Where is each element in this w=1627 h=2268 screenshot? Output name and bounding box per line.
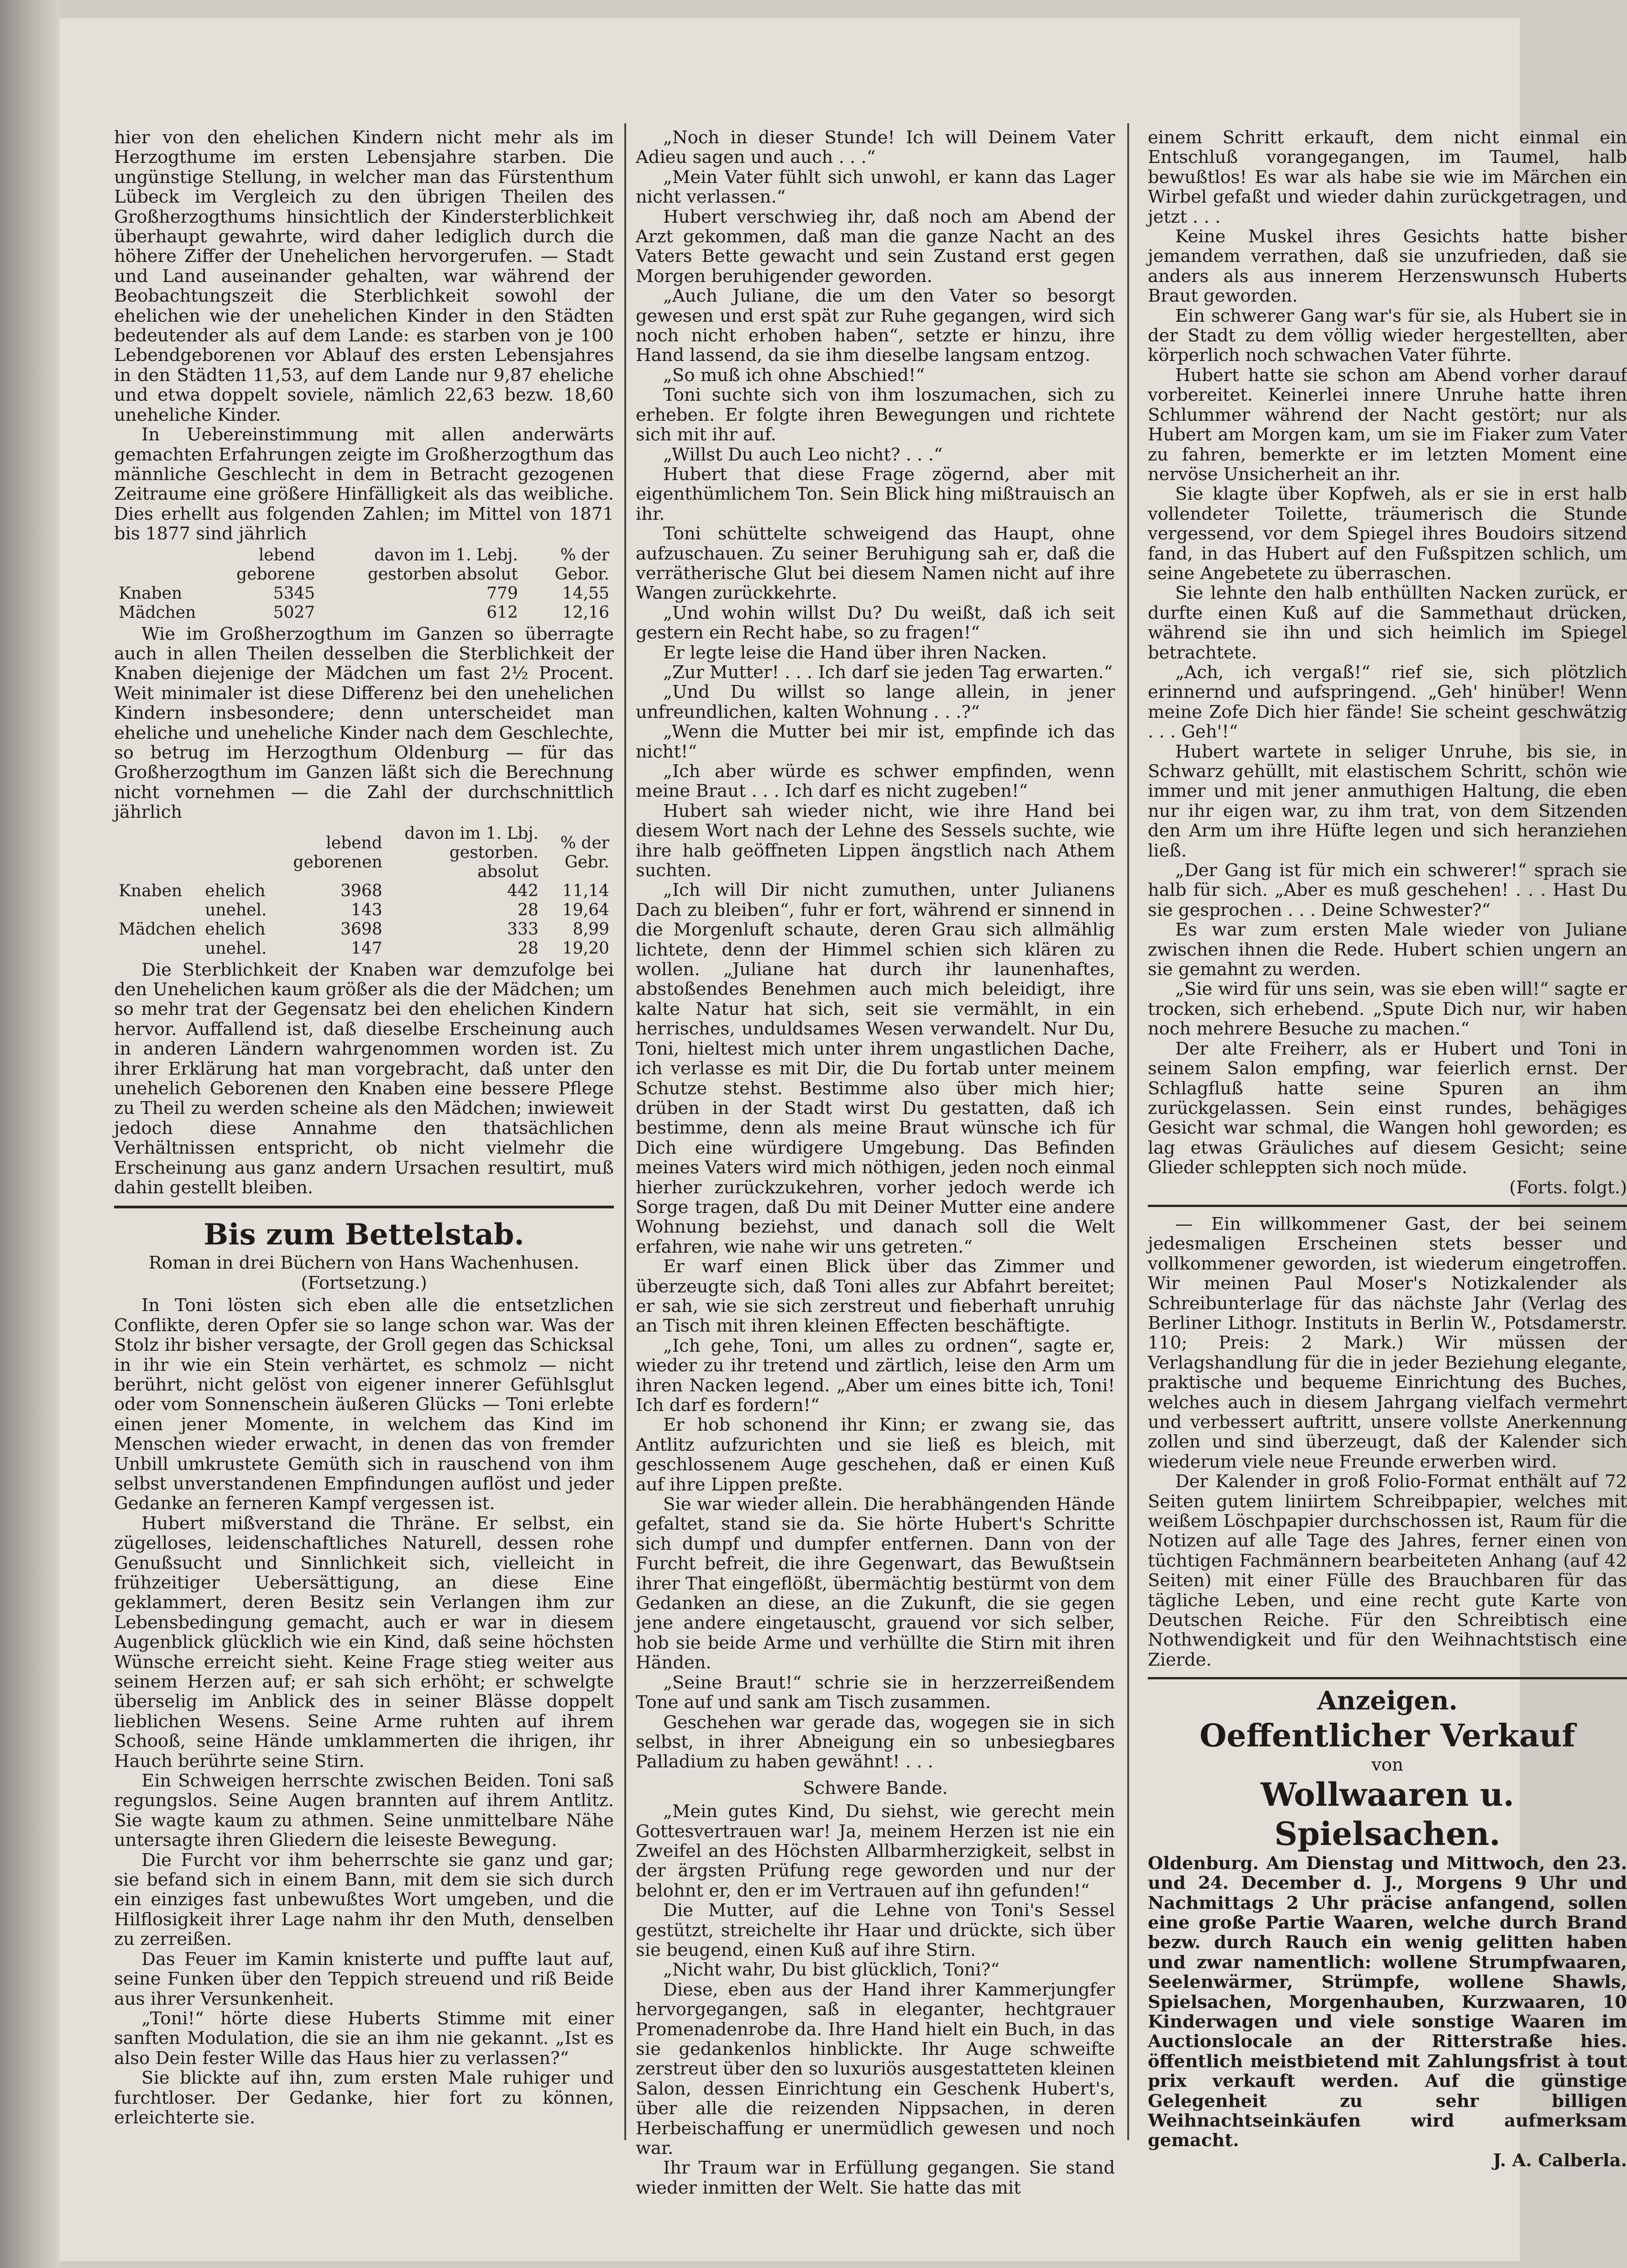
novel-paragraph: Es war zum ersten Male wieder von Juliane zwischen ihnen die Rede. Hubert schien ungern an sie gemahnt zu werden.	[1148, 920, 1627, 980]
novel-paragraph: Er legte leise die Hand über ihren Nacken.	[663, 642, 1047, 663]
statistics-paragraph: In Uebereinstimmung mit allen anderwärts gemachten Erfahrungen zeigte im Großherzogthum das männliche Geschlecht in dem in Betracht gezogenen Zeitraume eine größere Hinfälligkeit als das weibliche. Dies erhellt aus folgenden Zahlen; im Mittel von 1871 bis 1877 sind jährlich	[114, 424, 614, 544]
novel-paragraph: In Toni lösten sich eben alle die entsetzlichen Conflikte, deren Opfer sie so lange schon war. Was der Stolz ihr bisher versagte, der Groll gegen das Schicksal in ihr wie ein Stein verhärtet, es schmolz — nicht berührt, nicht gelöst von eigener innerer Gefühlsglut oder vom Sonnenschein äußeren Glücks — Toni erlebte einen jener Momente, in welchem das Kind im Menschen wieder erwacht, in denen das von fremder Unbill umkrustete Gemüth sich in rauschend von ihm selbst unverstandenen Empfindungen auflöst und jeder Gedanke an ferneren Kampf vergessen ist.	[114, 1295, 614, 1514]
auction-von: von	[1371, 1755, 1403, 1776]
table-cell: 612	[487, 603, 518, 622]
table-cell: 3698	[340, 920, 382, 939]
novel-paragraph: Er warf einen Blick über das Zimmer und überzeugte sich, daß Toni alles zur Abfahrt bereitet; er sah, wie sie sich zerstreut und fieberhaft unruhig an Tisch mit ihren kleinen Effecten beschäftigte.	[636, 1256, 1115, 1337]
table-cell: 333	[507, 920, 539, 939]
novel-paragraph: Hubert that diese Frage zögernd, aber mit eigenthümlichem Ton. Sein Blick hing mißtrauisch an ihr.	[636, 464, 1115, 524]
table-cell: 5345	[273, 584, 315, 603]
novel-paragraph: „Wenn die Mutter bei mir ist, empfinde ich das nicht!“	[636, 721, 1115, 762]
table-cell: 14,55	[562, 584, 609, 603]
table-cell: 3968	[340, 881, 382, 900]
section-rule	[1148, 1677, 1627, 1679]
novel-paragraph: Die Furcht vor ihm beherrschte sie ganz und gar; sie befand sich in einem Bann, mit dem sie sich durch ein einziges fast unbewußtes Wort umgeben, und die Hilflosigkeit ihrer Lage nahm ihr den Muth, denselben zu zerreißen.	[114, 1850, 614, 1950]
novel-paragraph: Sie lehnte den halb enthüllten Nacken zurück, er durfte einen Kuß auf die Sammethaut drücken, während sie ihn und sich heimlich im Spiegel betrachtete.	[1148, 583, 1627, 663]
column-1	[114, 128, 614, 2127]
novel-paragraph: Der alte Freiherr, als er Hubert und Toni in seinem Salon empfing, war feierlich ernst. Der Schlagfluß hatte seine Spuren an ihm zurückgelassen. Sein einst rundes, behägiges Gesicht war schmal, die Wangen hohl geworden; es lag etwas Gräuliches auf diesem Gesicht; seine Glieder schleppten sich noch müde.	[1148, 1038, 1627, 1178]
novel-paragraph: „Sie wird für uns sein, was sie eben will!“ sagte er trocken, sich erhebend. „Spute Dich nur, wir haben noch mehrere Besuche zu machen.“	[1148, 979, 1627, 1040]
table-header: lebend geborenen	[293, 833, 382, 872]
auction-headline: Oeffentlicher Verkauf	[1199, 1718, 1575, 1755]
novel-paragraph: Sie klagte über Kopfweh, als er sie in erst halb vollendeter Toilette, träumerisch die Stunde vergessend, vor dem Spiegel ihres Boudoirs sitzend fand, in das Hubert auf den Fußspitzen schlich, um seine Angebetete zu überraschen.	[1148, 484, 1627, 584]
table-row	[114, 901, 614, 920]
mortality-table-2	[114, 824, 614, 958]
continuation-note: (Forts. folgt.)	[1509, 1177, 1627, 1198]
table-cell: 143	[351, 900, 382, 920]
novel-paragraph: Sie war wieder allein. Die herabhängenden Hände gefaltet, stand sie da. Sie hörte Hubert's Schritte sich dumpf und dumpfer entfernen. Dann von der Furcht befreit, die ihre Gegenwart, das Bewußtsein ihrer That eingeflößt, übermächtig bestürmt von dem Gedanken an diese, an die Zukunft, die sie gegen jene andere eingetauscht, grauend vor sich selber, hob sie beide Arme und verhüllte die Stirn mit ihren Händen.	[636, 1494, 1115, 1673]
statistics-paragraph: hier von den ehelichen Kindern nicht mehr als im Herzogthume im ersten Lebensjahre starben. Die ungünstige Stellung, in welcher man das Fürstenthum Lübeck im Vergleich zu den übrigen Theilen des Großherzogthums hinsichtlich der Kindersterblichkeit überhaupt gewahrte, wird daher lediglich durch die höhere Ziffer der Unehelichen hervorgerufen. — Stadt und Land auseinander gehalten, war während der Beobachtungszeit die Sterblichkeit sowohl der ehelichen wie der unehelichen Kinder in den Städten bedeutender als auf dem Lande: es starben von je 100 Lebendgeborenen vor Ablauf des ersten Lebensjahres in den Städten 11,53, auf dem Lande nur 9,87 eheliche und etwa doppelt soviele, nämlich 22,63 bezw. 18,60 uneheliche Kinder.	[114, 127, 614, 425]
table-cell: 8,99	[572, 920, 609, 939]
novel-paragraph: Diese, eben aus der Hand ihrer Kammerjungfer hervorgegangen, saß in eleganter, hechtgrauer Promenadenrobe da. Ihre Hand hielt ein Buch, in das sie gedankenlos hinblickte. Ihr Auge schweifte zerstreut über den so luxuriös ausgestatteten kleinen Salon, dessen Einrichtung ein Geschenk Hubert's, über alle die reizenden Nippsachen, in deren Herbeischaffung er unermüdlich gewesen und noch war.	[636, 1979, 1115, 2159]
table-header-row	[114, 546, 614, 584]
table-cell: ehelich	[205, 920, 266, 939]
table-cell	[114, 939, 200, 958]
novel-paragraph: Keine Muskel ihres Gesichts hatte bisher jemandem verrathen, daß sie unzufrieden, daß sie anders als aus innerem Herzenswunsch Huberts Braut geworden.	[1148, 226, 1627, 307]
novel-paragraph: „Ich will Dir nicht zumuthen, unter Julianens Dach zu bleiben“, fuhr er fort, während er sinnend in die Morgenluft schaute, deren Grau sich allmählig lichtete, denn der Himmel schien sich klären zu wollen. „Juliane hat durch ihr launenhaftes, abstoßendes Benehmen auch mich beleidigt, ihre kalte Natur hat sich, seit sie vermählt, in ein herrisches, unduldsames Wesen verwandelt. Nur Du, Toni, hieltest mich unter ihrem ungastlichen Dache, ich verlasse es mit Dir, die Du fortab unter meinem Schutze stehst. Bestimme also über mich hier; drüben in der Stadt wirst Du gestatten, daß ich bestimme, denn als meine Braut wünsche ich für Dich eine würdigere Umgebung. Das Befinden meines Vaters wird mich nöthigen, jeden noch einmal hierher zurückzukehren, vorher jedoch werde ich Sorge tragen, daß Du mit Deiner Mutter eine andere Wohnung beziehst, und danach soll die Welt erfahren, wie nahe wir uns getreten.“	[636, 880, 1115, 1257]
novel-continuation-note: (Fortsetzung.)	[301, 1272, 427, 1293]
advertisements-heading: Anzeigen.	[1317, 1686, 1458, 1716]
statistics-paragraph: Wie im Großherzogthum im Ganzen so überragte auch in allen Theilen desselben die Sterblichkeit der Knaben diejenige der Mädchen um fast 2½ Procent. Weit minimaler ist diese Differenz bei den unehelichen Kindern insbesondere; denn unterscheidet man eheliche und uneheliche Kinder nach dem Geschlechte, so betrug im Herzogthum Oldenburg — für das Großherzogthum im Ganzen läßt sich die Berechnung nicht vornehmen — die Zahl der durchschnittlich jährlich	[114, 623, 614, 823]
table-row	[114, 939, 614, 958]
table-row	[114, 603, 614, 622]
novel-paragraph: „Und wohin willst Du? Du weißt, daß ich seit gestern ein Recht habe, so zu fragen!“	[636, 602, 1115, 643]
table-cell: Mädchen	[119, 603, 196, 622]
novel-paragraph: „Ich gehe, Toni, um alles zu ordnen“, sagte er, wieder zu ihr tretend und zärtlich, leise den Arm um ihren Nacken legend. „Aber um eines bitte ich, Toni! Ich darf es fordern!“	[636, 1335, 1115, 1416]
table-cell: ehelich	[205, 881, 266, 900]
table-cell: 442	[507, 881, 539, 900]
table-header: % der Gebor.	[555, 545, 609, 584]
table-cell: 19,20	[562, 939, 609, 958]
novel-paragraph: Ein schwerer Gang war's für sie, als Hubert sie in der Stadt zu dem völlig wieder hergestellten, aber körperlich noch schwachen Vater führte.	[1148, 305, 1627, 366]
table-cell: 147	[351, 939, 382, 958]
novel-paragraph: Hubert wartete in seliger Unruhe, bis sie, in Schwarz gehüllt, mit elastischem Schritt, schön wie immer und mit jener anmuthigen Haltung, die eben nur ihr eigen war, zu ihm trat, von dem Sitzenden den Arm um ihre Hüfte legen und sich heranziehen ließ.	[1148, 741, 1627, 861]
table-cell: 28	[518, 939, 539, 958]
novel-paragraph: Toni schüttelte schweigend das Haupt, ohne aufzuschauen. Zu seiner Beruhigung sah er, daß die verrätherische Glut bei diesem Namen nicht auf ihre Wangen zurückkehrte.	[636, 523, 1115, 604]
novel-paragraph: „Und Du willst so lange allein, in jener unfreundlichen, kalten Wohnung . . .?“	[636, 682, 1115, 722]
chapter-heading: Schwere Bande.	[803, 1777, 948, 1798]
novel-paragraph: Hubert verschwieg ihr, daß noch am Abend der Arzt gekommen, daß man die ganze Nacht an des Vaters Bette gewacht und sein Zustand erst gegen Morgen beruhigender geworden.	[636, 206, 1115, 287]
novel-paragraph: Das Feuer im Kamin knisterte und puffte laut auf, seine Funken über den Teppich streuend und riß Beide aus ihrer Versunkenheit.	[114, 1949, 614, 2009]
table-cell: unehel.	[205, 939, 267, 958]
newspaper-page	[59, 18, 1627, 2261]
novel-paragraph: „Toni!“ hörte diese Huberts Stimme mit einer sanften Modulation, die sie an ihm nie gekannt. „Ist es also Dein fester Wille das Haus hier zu verlassen?“	[114, 2008, 614, 2069]
table-cell: 5027	[273, 603, 315, 622]
novel-paragraph: Ihr Traum war in Erfüllung gegangen. Sie stand wieder inmitten der Welt. Sie hatte das mit	[636, 2158, 1115, 2198]
table-header: lebend geborene	[236, 545, 315, 584]
table-cell: 12,16	[562, 603, 609, 622]
mortality-table-1	[114, 546, 614, 622]
table-header-row	[114, 824, 614, 882]
novel-paragraph: Sie blickte auf ihn, zum ersten Male ruhiger und furchtloser. Der Gedanke, hier fort zu können, erleichterte sie.	[114, 2068, 614, 2128]
table-cell: 28	[518, 900, 539, 920]
novel-paragraph: Geschehen war gerade das, wogegen sie in sich selbst, in ihrer Abneigung ein so unbesiegbares Palladium zu haben gewähnt! . . .	[636, 1712, 1115, 1772]
novel-paragraph: „Zur Mutter! . . . Ich darf sie jeden Tag erwarten.“	[663, 662, 1113, 683]
novel-paragraph: Hubert mißverstand die Thräne. Er selbst, ein zügelloses, leidenschaftliches Naturell, dessen rohe Genußsucht und Sinnlichkeit sich, vielleicht in frühzeitiger Uebersättigung, an diese Eine geklammert, deren Besitz sein Verlangen ihm zur Lebensbedingung gemacht, auch er war in diesem Augenblick glücklich wie ein Kind, daß seine höchsten Wünsche erreicht sieht. Keine Frage stieg weiter aus seinem Herzen auf; er sah sich erhöht; er schwelgte überselig im Anblick des in seiner Blässe doppelt lieblichen Wesens. Seine Arme ruhten auf ihrem Schooß, seine Hände umklammerten die ihrigen, ihr Hauch berührte seine Stirn.	[114, 1513, 614, 1772]
novel-paragraph: „Ach, ich vergaß!“ rief sie, sich plötzlich erinnernd und aufspringend. „Geh' hinüber! Wenn meine Zofe Dich hier fände! Sie scheint geschwätzig . . . Geh'!“	[1148, 662, 1627, 742]
novel-paragraph: „Noch in dieser Stunde! Ich will Deinem Vater Adieu sagen und auch . . .“	[636, 127, 1115, 168]
auction-goods-headline: Wollwaaren u. Spielsachen.	[1261, 1775, 1514, 1853]
statistics-paragraph: Die Sterblichkeit der Knaben war demzufolge bei den Unehelichen kaum größer als die der Mädchen; um so mehr trat der Gegensatz bei den ehelichen Kindern hervor. Auffallend ist, daß dieselbe Erscheinung auch in anderen Ländern wahrgenommen worden ist. Zu ihrer Erklärung hat man vorgebracht, daß unter den unehelich Geborenen den Knaben eine bessere Pflege zu Theil zu werden scheine als den Mädchen; inwieweit jedoch diese Annahme den thatsächlichen Verhältnissen entspricht, ob nicht vielmehr die Erscheinung aus ganz andern Ursachen resultirt, muß dahin gestellt bleiben.	[114, 959, 614, 1198]
auction-body: Oldenburg. Am Dienstag und Mittwoch, den 23. und 24. December d. J., Morgens 9 Uhr und Nachmittags 2 Uhr präcise anfangend, sollen eine große Partie Waaren, welche durch Brand bezw. durch Rauch ein wenig gelitten haben und zwar namentlich: wollene Strumpfwaaren, Seelenwärmer, Strümpfe, wollene Shawls, Spielsachen, Morgenhauben, Kurzwaaren, 10 Kinderwagen und viele sonstige Waaren im Auctionslocale an der Ritterstraße hies. öffentlich meistbietend mit Zahlungsfrist à tout prix verkauft werden. Auf die günstige Gelegenheit zu sehr billigen Weihnachtseinkäufen wird aufmerksam gemacht.	[1148, 1853, 1627, 2151]
column-3	[1148, 128, 1627, 2170]
table-cell: Knaben	[119, 584, 183, 603]
novel-paragraph: Er hob schonend ihr Kinn; er zwang sie, das Antlitz aufzurichten und sie ließ es bleich, mit geschlossenem Auge geschehen, daß er einen Kuß auf ihre Lippen preßte.	[636, 1415, 1115, 1495]
table-cell: Mädchen	[119, 920, 196, 939]
table-row	[114, 584, 614, 603]
novel-paragraph: „Willst Du auch Leo nicht? . . .“	[663, 444, 943, 465]
auction-signature: J. A. Calberla.	[1493, 2150, 1627, 2171]
novel-paragraph: „Auch Juliane, die um den Vater so besorgt gewesen und erst spät zur Ruhe gegangen, wird sich noch nicht erhoben haben“, setzte er hinzu, ihre Hand lassend, da sie ihm dieselbe langsam entzog.	[636, 286, 1115, 366]
novel-paragraph: Hubert hatte sie schon am Abend vorher darauf vorbereitet. Keinerlei innere Unruhe hatte ihren Schlummer während der Nacht gestört; nur als Hubert am Morgen kam, um sie im Fiaker zum Vater zu fahren, bemerkte er im letzten Moment eine nervöse Unsicherheit an ihr.	[1148, 365, 1627, 485]
table-cell: 19,64	[562, 900, 609, 920]
table-cell: 779	[487, 584, 518, 603]
novel-paragraph: einem Schritt erkauft, dem nicht einmal ein Entschluß vorangegangen, im Taumel, halb bewußtlos! Es war als habe sie wie im Märchen ein Wirbel gefaßt und wieder dahin zurückgetragen, und jetzt . . .	[1148, 127, 1627, 227]
table-header: davon im 1. Lbj. gestorben. absolut	[404, 824, 539, 881]
novel-paragraph: „Der Gang ist für mich ein schwerer!“ sprach sie halb für sich. „Aber es muß geschehen! . . . Hast Du sie gesprochen . . . Deine Schwester?“	[1148, 860, 1627, 920]
column-2	[636, 128, 1115, 2198]
novel-title: Bis zum Bettelstab.	[204, 1218, 524, 1252]
novel-paragraph: Die Mutter, auf die Lehne von Toni's Sessel gestützt, streichelte ihr Haar und drückte, sich über sie beugend, einen Kuß auf ihre Stirn.	[636, 1900, 1115, 1960]
novel-paragraph: „So muß ich ohne Abschied!“	[663, 365, 925, 386]
novel-paragraph: „Ich aber würde es schwer empfinden, wenn meine Braut . . . Ich darf es nicht zugeben!“	[636, 761, 1115, 802]
novel-paragraph: „Seine Braut!“ schrie sie in herzzerreißendem Tone auf und sank am Tisch zusammen.	[636, 1672, 1115, 1713]
table-row	[114, 920, 614, 939]
novel-paragraph: „Mein Vater fühlt sich unwohl, er kann das Lager nicht verlassen.“	[636, 167, 1115, 208]
table-header: % der Gebr.	[560, 833, 609, 872]
section-rule	[1148, 1205, 1627, 1207]
table-row	[114, 882, 614, 901]
calendar-notice: Der Kalender in groß Folio-Format enthält auf 72 Seiten gutem liniirtem Schreibpapier, welches mit weißem Löschpapier durchschossen ist, Raum für die Notizen auf alle Tage des Jahres, ferner einen von tüchtigen Fachmännern bearbeiteten Anhang (auf 42 Seiten) mit einer Fülle des Brauchbaren für das tägliche Leben, und eine recht gute Karte von Deutschen Reiche. Für den Schreibtisch eine Nothwendigkeit und für den Weihnachtstisch eine Zierde.	[1148, 1471, 1627, 1670]
section-rule	[114, 1206, 614, 1208]
novel-paragraph: Hubert sah wieder nicht, wie ihre Hand bei diesem Wort nach der Lehne des Sessels suchte, wie ihre halb geöffneten Lippen ängstlich nach Athem suchten.	[636, 800, 1115, 881]
column-divider-2	[1127, 123, 1129, 2140]
table-cell	[114, 901, 200, 920]
novel-paragraph: „Mein gutes Kind, Du siehst, wie gerecht mein Gottesvertrauen war! Ja, meinem Herzen ist nie ein Zweifel an des Höchsten Allbarmherzigkeit, selbst in der ärgsten Prüfung rege geworden und nur der belohnt er, den er im Vertrauen auf ihn gefunden!“	[636, 1801, 1115, 1901]
table-cell: unehel.	[205, 900, 267, 920]
page-binding-edge	[0, 0, 59, 2268]
novel-paragraph: Ein Schweigen herrschte zwischen Beiden. Toni saß regungslos. Seine Augen brannten auf ihrem Antlitz. Sie wagte kaum zu athmen. Seine unmittelbare Nähe untersagte ihren Gliedern die leiseste Bewegung.	[114, 1771, 614, 1851]
column-divider-1	[624, 123, 626, 2140]
table-header: davon im 1. Lebj. gestorben absolut	[367, 545, 518, 584]
novel-paragraph: Toni suchte sich von ihm loszumachen, sich zu erheben. Er folgte ihren Bewegungen und richtete sich mit ihr auf.	[636, 385, 1115, 445]
novel-subtitle: Roman in drei Büchern von Hans Wachenhusen.	[148, 1253, 580, 1274]
novel-paragraph: „Nicht wahr, Du bist glücklich, Toni?“	[663, 1960, 1000, 1981]
calendar-notice: — Ein willkommener Gast, der bei seinem jedesmaligen Erscheinen stets besser und vollkommener geworden, ist wiederum eingetroffen. Wir meinen Paul Moser's Notizkalender als Schreibunterlage für das nächste Jahr (Verlag des Berliner Lithogr. Instituts in Berlin W., Potsdamerstr. 110; Preis: 2 Mark.) Wir müssen der Verlagshandlung für die in jeder Beziehung elegante, praktische und bequeme Einrichtung des Buches, welches auch in diesem Jahrgang vielfach vermehrt und verbessert auftritt, unsere vollste Anerkennung zollen und sind überzeugt, daß der Kalender sich wiederum viele neue Freunde erwerben wird.	[1148, 1213, 1627, 1472]
table-cell: 11,14	[562, 881, 609, 900]
table-cell: Knaben	[119, 881, 183, 900]
